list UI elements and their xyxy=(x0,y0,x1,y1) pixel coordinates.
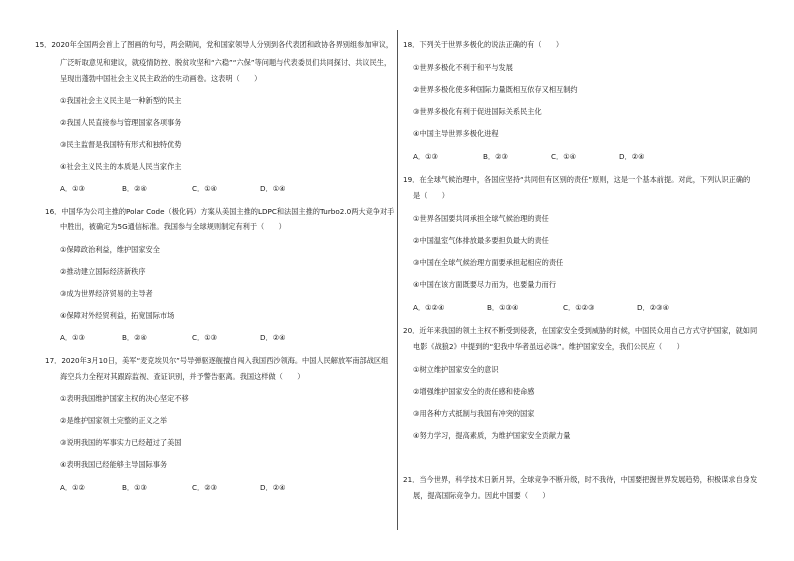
option-3: ③中国在全球气候治理方面要承担起相应的责任 xyxy=(413,258,564,267)
question-text-line: 19．在全球气候治理中，各国应坚持“共同但有区别的责任”原则，这是一个基本前提。对此，下列认识正确的 xyxy=(403,175,751,184)
choice-c[interactable]: C．①②③ xyxy=(563,303,595,312)
choice-a[interactable]: A．①③ xyxy=(413,152,438,161)
choice-c[interactable]: C．①④ xyxy=(551,152,577,161)
choice-d[interactable]: D．②④ xyxy=(619,152,645,161)
question-text-line: 呈现出蓬勃中国社会主义民主政治的生动画卷。这表明（ ） xyxy=(60,74,262,83)
choice-d[interactable]: D．②④ xyxy=(260,483,286,492)
answer-choices xyxy=(60,333,380,343)
choice-d[interactable]: D．②④ xyxy=(260,333,286,342)
option-3: ③成为世界经济贸易的主导者 xyxy=(60,289,153,298)
choice-c[interactable]: C．②③ xyxy=(192,483,218,492)
option-2: ②我国人民直接参与管理国家各项事务 xyxy=(60,118,182,127)
choice-a[interactable]: A．①③ xyxy=(60,333,85,342)
answer-choices xyxy=(413,303,773,313)
answer-choices xyxy=(60,184,380,194)
choice-b[interactable]: B．②④ xyxy=(122,184,148,193)
answer-choices xyxy=(413,152,773,162)
choice-b[interactable]: B．②③ xyxy=(483,152,509,161)
question-text-line: 展，提高国际竞争力。因此中国要（ ） xyxy=(413,491,550,500)
option-2: ②世界多极化使多种国际力量既相互依存又相互制约 xyxy=(413,85,578,94)
question-text-line: 海空兵力全程对其跟踪监视、查证识别，并予警告驱离。我国这样做（ ） xyxy=(60,372,305,381)
choice-b[interactable]: B．②④ xyxy=(122,333,148,342)
option-2: ②是维护国家领土完整的正义之举 xyxy=(60,416,168,425)
question-text-line: 中胜出，被确定为5G通信标准。我国参与全球规则制定有利于（ ） xyxy=(60,222,286,231)
option-3: ③说明我国的军事实力已经超过了美国 xyxy=(60,438,182,447)
option-3: ③民主监督是我国特有形式和独特优势 xyxy=(60,140,182,149)
choice-b[interactable]: B．①③ xyxy=(122,483,148,492)
option-4: ④中国主导世界多极化进程 xyxy=(413,129,499,138)
question-text-line: 20．近年来我国的领土主权不断受到侵袭，在国家安全受到威胁的时候，中国民众用自己方式守护国家，就如同 xyxy=(403,326,758,335)
option-3: ③用各种方式抵制与我国有冲突的国家 xyxy=(413,409,535,418)
question-text-line: 18．下列关于世界多极化的说法正确的有（ ） xyxy=(403,40,564,49)
question-text-line: 是（ ） xyxy=(413,191,449,200)
choice-a[interactable]: A．①③ xyxy=(60,184,85,193)
choice-c[interactable]: C．①④ xyxy=(192,184,218,193)
option-2: ②增强维护国家安全的责任感和使命感 xyxy=(413,387,535,396)
option-1: ①世界多极化不利于和平与发展 xyxy=(413,63,513,72)
answer-choices xyxy=(60,483,380,493)
choice-c[interactable]: C．①③ xyxy=(192,333,218,342)
choice-b[interactable]: B．①③④ xyxy=(487,303,519,312)
choice-a[interactable]: A．①② xyxy=(60,483,85,492)
question-text-line: 电影《战狼2》中提到的“犯我中华者虽远必诛”。维护国家安全，我们公民应（ ） xyxy=(413,342,684,351)
option-1: ①树立维护国家安全的意识 xyxy=(413,365,499,374)
choice-d[interactable]: D．①④ xyxy=(260,184,286,193)
option-1: ①我国社会主义民主是一种新型的民主 xyxy=(60,96,182,105)
option-4: ④中国在该方面既要尽力而为，也要量力而行 xyxy=(413,280,557,289)
question-text-line: 17．2020年3月10日，美军“麦克埃贝尔”号导弹驱逐舰擅自闯入我国西沙领海。中国人民解放军南部战区组 xyxy=(45,356,389,365)
choice-d[interactable]: D．②③④ xyxy=(637,303,670,312)
option-2: ②中国温室气体排放最多要担负最大的责任 xyxy=(413,236,549,245)
choice-a[interactable]: A．①②④ xyxy=(413,303,445,312)
option-2: ②推动建立国际经济新秩序 xyxy=(60,267,146,276)
option-1: ①表明我国维护国家主权的决心坚定不移 xyxy=(60,394,189,403)
option-4: ④表明我国已经能够主导国际事务 xyxy=(60,460,168,469)
option-4: ④保障对外经贸利益，拓宽国际市场 xyxy=(60,311,175,320)
option-4: ④努力学习，提高素质，为维护国家安全贡献力量 xyxy=(413,431,571,440)
option-4: ④社会主义民主的本质是人民当家作主 xyxy=(60,162,182,171)
question-text-line: 广泛听取意见和建议，就疫情防控、脱贫攻坚和“六稳”“六保”等问题与代表委员们共同探讨、共议民生， xyxy=(60,58,392,67)
option-1: ①世界各国要共同承担全球气候治理的责任 xyxy=(413,214,549,223)
question-text-line: 16．中国华为公司主推的Polar Code（极化码）方案从美国主推的LDPC和法国主推的Turbo2.0两大竞争对手 xyxy=(45,207,395,216)
right-column xyxy=(398,0,794,561)
option-3: ③世界多极化有利于促进国际关系民主化 xyxy=(413,107,542,116)
option-1: ①保障政治利益，维护国家安全 xyxy=(60,245,160,254)
question-text-line: 15．2020年全国两会首上了图画的句号，两会期间，党和国家领导人分别到各代表团和政协各界别组参加审议， xyxy=(35,40,394,49)
question-text-line: 21．当今世界，科学技术日新月异，全球竞争不断升级，时不我待，中国要把握世界发展趋势，积极谋求自身发 xyxy=(403,475,758,484)
